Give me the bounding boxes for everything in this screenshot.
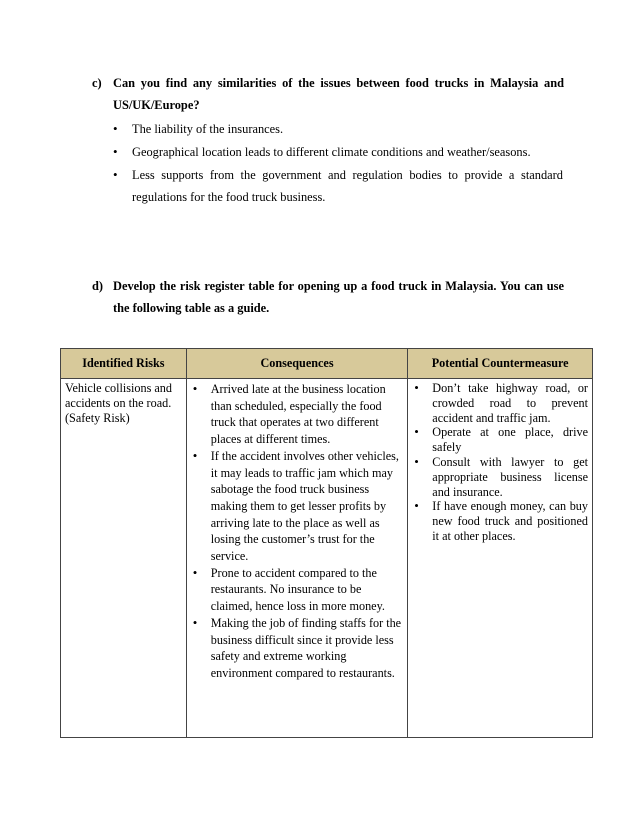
header-potential-countermeasure: Potential Countermeasure (408, 349, 593, 379)
question-c-text: Can you find any similarities of the issues between food trucks in Malaysia and US/UK/Europe? (113, 76, 564, 112)
question-c-label: c) (92, 76, 102, 90)
countermeasures-cell (408, 379, 593, 738)
list-item: • Operate at one place, drive safely (412, 425, 588, 455)
list-item: • If the accident involves other vehicles, it may leads to traffic jam which may sabotage the food truck business making them to get lesser profits by arriving late to the place as well as losing the customer’s trust for the service. (191, 448, 404, 565)
risk-register-table (60, 348, 593, 738)
list-item: • Less supports from the government and regulation bodies to provide a standard regulations for the food truck business. (113, 164, 563, 208)
risk-cell: Vehicle collisions and accidents on the road. (Safety Risk) (61, 379, 187, 738)
list-item: • The liability of the insurances. (113, 118, 563, 140)
consequences-cell (186, 379, 408, 738)
question-d (92, 275, 564, 325)
header-identified-risks: Identified Risks (61, 349, 187, 379)
list-item: • Don’t take highway road, or crowded road to prevent accident and traffic jam. (412, 381, 588, 425)
question-d-label: d) (92, 279, 104, 293)
question-d-text: Develop the risk register table for opening up a food truck in Malaysia. You can use the following table as a guide. (113, 279, 564, 315)
list-item: • Prone to accident compared to the restaurants. No insurance to be claimed, hence loss in more money. (191, 565, 404, 615)
question-c-answer-list (113, 118, 563, 209)
table-row (61, 379, 593, 738)
question-c (92, 72, 564, 122)
list-item: • Making the job of finding staffs for the business difficult since it provide less safety and extreme working environment compared to restaurants. (191, 615, 404, 682)
header-consequences: Consequences (186, 349, 408, 379)
list-item: • Arrived late at the business location than scheduled, especially the food truck that operates at two different places at different times. (191, 381, 404, 448)
table-header-row (61, 349, 593, 379)
list-item: • If have enough money, can buy new food truck and positioned it at other places. (412, 499, 588, 543)
list-item: • Consult with lawyer to get appropriate business license and insurance. (412, 455, 588, 499)
list-item: • Geographical location leads to different climate conditions and weather/seasons. (113, 141, 563, 163)
